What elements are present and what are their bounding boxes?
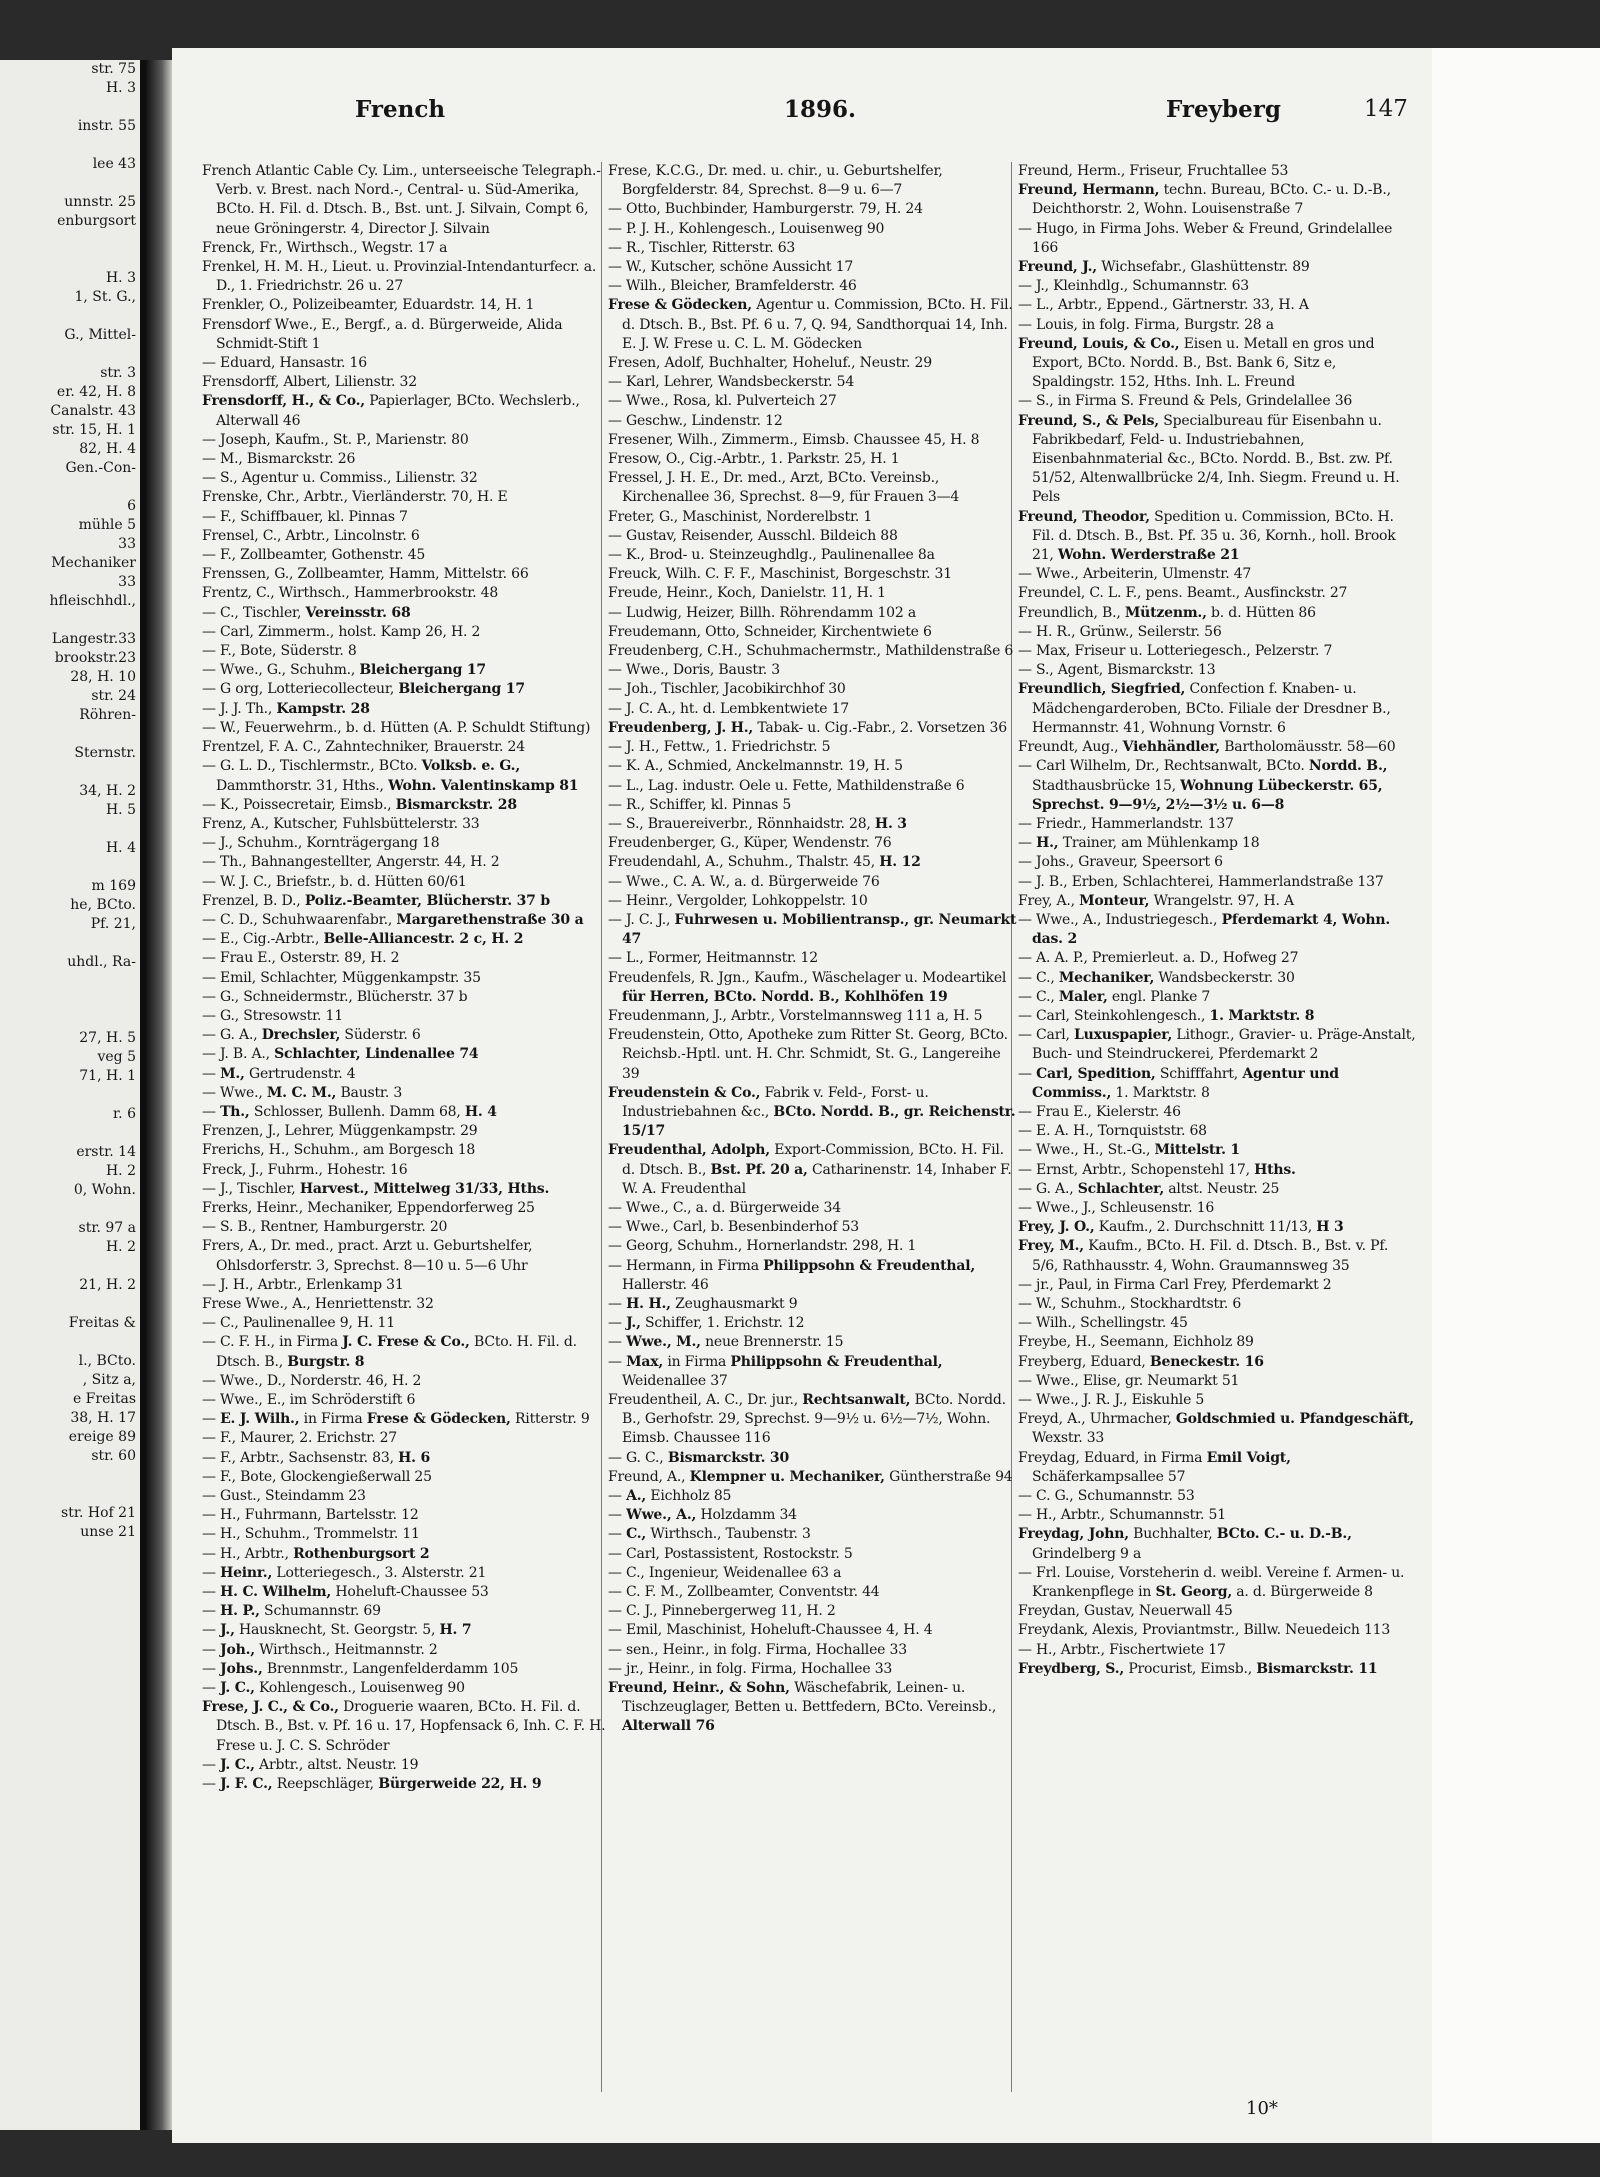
directory-entry: Freudemann, Otto, Schneider, Kirchentwiete 6 xyxy=(608,623,932,640)
fragment-line: 28, H. 10 xyxy=(70,669,136,685)
directory-entry: — S. B., Rentner, Hamburgerstr. 20 xyxy=(202,1219,448,1236)
directory-entry: — Johs., Graveur, Speersort 6 xyxy=(1018,854,1223,871)
directory-entry: — J. H., Fettw., 1. Friedrichstr. 5 xyxy=(608,739,831,756)
directory-entry: — J. J. Th., Kampstr. 28 xyxy=(202,700,370,717)
directory-entry: — Joh., Wirthsch., Heitmannstr. 2 xyxy=(202,1641,438,1658)
directory-entry: Frese, K.C.G., Dr. med. u. chir., u. Geburtshelfer, Borgfelderstr. 84, Sprechst. 8—9 u. 6—7 xyxy=(608,163,943,199)
directory-entry: — Wilh., Schellingstr. 45 xyxy=(1018,1315,1188,1332)
directory-entry: — Joseph, Kaufm., St. P., Marienstr. 80 xyxy=(202,431,469,448)
directory-entry: — Carl, Luxuspapier, Lithogr., Gravier- u. Präge-Anstalt, Buch- und Steindruckerei, Pferdemarkt 2 xyxy=(1018,1027,1416,1063)
fragment-line xyxy=(0,820,140,839)
directory-entry: — Friedr., Hammerlandstr. 137 xyxy=(1018,815,1234,832)
fragment-line xyxy=(0,1295,140,1314)
directory-entry: Freude, Heinr., Koch, Danielstr. 11, H. 1 xyxy=(608,585,886,602)
directory-entry: — L., Lag. industr. Oele u. Fette, Mathildenstraße 6 xyxy=(608,777,965,794)
directory-entry: — J. B., Erben, Schlachterei, Hammerlandstraße 137 xyxy=(1018,873,1384,890)
directory-entry: — H., Arbtr., Fischertwiete 17 xyxy=(1018,1641,1226,1658)
directory-entry: — Ludwig, Heizer, Billh. Röhrendamm 102 a xyxy=(608,604,916,621)
directory-entry: Frerks, Heinr., Mechaniker, Eppendorferweg 25 xyxy=(202,1199,535,1216)
directory-entry: Frentzel, F. A. C., Zahntechniker, Brauerstr. 24 xyxy=(202,739,525,756)
fragment-line: r. 6 xyxy=(113,1106,136,1122)
fragment-line xyxy=(0,972,140,991)
directory-entry: — Wwe., A., Holzdamm 34 xyxy=(608,1507,797,1524)
directory-entry: — H. R., Grünw., Seilerstr. 56 xyxy=(1018,623,1222,640)
fragment-line xyxy=(0,858,140,877)
directory-entry: — Joh., Tischler, Jacobikirchhof 30 xyxy=(608,681,846,698)
fragment-line xyxy=(0,725,140,744)
directory-entry: Freund, Heinr., & Sohn, Wäschefabrik, Leinen- u. Tischzeuglager, Betten u. Bettfedern, BCto. Vereinsb., Alterwall 76 xyxy=(608,1680,997,1735)
directory-entry: — W., Schuhm., Stockhardtstr. 6 xyxy=(1018,1295,1242,1312)
fragment-line: Freitas & xyxy=(68,1315,136,1331)
directory-entry: — C., Wirthsch., Taubenstr. 3 xyxy=(608,1526,811,1543)
fragment-line: str. 60 xyxy=(91,1448,136,1464)
directory-entry: Freydank, Alexis, Proviantmstr., Billw. Neuedeich 113 xyxy=(1018,1622,1391,1639)
directory-entry: — Wwe., A., Industriegesch., Pferdemarkt 4, Wohn. das. 2 xyxy=(1018,911,1391,948)
fragment-line: H. 4 xyxy=(105,840,136,856)
fragment-line: e Freitas xyxy=(72,1391,136,1407)
directory-entry: — Wwe., Carl, b. Besenbinderhof 53 xyxy=(608,1219,859,1236)
directory-entry: — Hugo, in Firma Johs. Weber & Freund, Grindelallee 166 xyxy=(1018,220,1393,256)
directory-entry: Freundlich, Siegfried, Confection f. Knaben- u. Mädchengarderoben, BCto. Filiale der Dresdner B., Hermannstr. 41, Wohnung Vornstr. 6 xyxy=(1018,681,1391,736)
fragment-line: 1, St. G., xyxy=(74,289,136,305)
directory-entry: — H. H., Zeughausmarkt 9 xyxy=(608,1295,798,1312)
directory-entry: — E. J. Wilh., in Firma Frese & Gödecken, Ritterstr. 9 xyxy=(202,1411,590,1428)
fragment-line: str. 3 xyxy=(100,365,136,381)
directory-entry: — Gust., Steindamm 23 xyxy=(202,1488,366,1505)
directory-entry: Fresener, Wilh., Zimmerm., Eimsb. Chaussee 45, H. 8 xyxy=(608,431,980,448)
directory-entry: — Wwe., J. R. J., Eiskuhle 5 xyxy=(1018,1392,1205,1408)
fragment-line: Langestr.33 xyxy=(51,631,136,647)
directory-entry: — S., Brauereiverbr., Rönnhaidstr. 28, H. 3 xyxy=(608,815,907,832)
directory-entry: — L., Arbtr., Eppend., Gärtnerstr. 33, H. A xyxy=(1018,297,1309,314)
fragment-line xyxy=(0,231,140,250)
directory-entry: Freudenstein, Otto, Apotheke zum Ritter St. Georg, BCto. Reichsb.-Hptl. unt. H. Chr. Schmidt, St. G., Langereihe 39 xyxy=(608,1027,1008,1082)
running-head-year: 1896. xyxy=(784,96,857,123)
signature-mark: 10* xyxy=(1246,2098,1278,2119)
directory-entry: Freudentheil, A. C., Dr. jur., Rechtsanwalt, BCto. Nordd. B., Gerhofstr. 29, Sprechst. 9—9½ u. 6½—7½, Wohn. Eimsb. Chaussee 116 xyxy=(608,1392,1006,1447)
fragment-line: Gen.-Con- xyxy=(65,460,136,476)
fragment-line: Sternstr. xyxy=(74,745,136,761)
directory-entry: Freundel, C. L. F., pens. Beamt., Ausfinckstr. 27 xyxy=(1018,585,1348,602)
directory-entry: — F., Maurer, 2. Erichstr. 27 xyxy=(202,1430,397,1447)
fragment-line: 33 xyxy=(118,574,136,590)
directory-entry: Frenck, Fr., Wirthsch., Wegstr. 17 a xyxy=(202,239,448,256)
directory-entry: — Hermann, in Firma Philippsohn & Freudenthal, Hallerstr. 46 xyxy=(608,1257,976,1293)
fragment-line xyxy=(0,611,140,630)
directory-entry: — Wwe., H., St.-G., Mittelstr. 1 xyxy=(1018,1142,1240,1159)
fragment-line xyxy=(0,1485,140,1504)
directory-entry: Frenz, A., Kutscher, Fuhlsbüttelerstr. 33 xyxy=(202,815,480,832)
fragment-line: mühle 5 xyxy=(78,517,136,533)
directory-entry: — L., Former, Heitmannstr. 12 xyxy=(608,950,818,967)
fragment-line xyxy=(0,345,140,364)
directory-entry: — Wwe., Rosa, kl. Pulverteich 27 xyxy=(608,393,837,410)
fragment-line xyxy=(0,1124,140,1143)
fragment-line xyxy=(0,934,140,953)
directory-entry: — Johs., Brennmstr., Langenfelderdamm 105 xyxy=(202,1660,519,1677)
directory-entry: — Th., Schlosser, Bullenh. Damm 68, H. 4 xyxy=(202,1103,497,1120)
directory-entry: — G. C., Bismarckstr. 30 xyxy=(608,1449,790,1466)
directory-entry: Frensel, C., Arbtr., Lincolnstr. 6 xyxy=(202,527,420,544)
directory-entry: — F., Arbtr., Sachsenstr. 83, H. 6 xyxy=(202,1449,431,1466)
directory-entry: — F., Schiffbauer, kl. Pinnas 7 xyxy=(202,508,408,525)
directory-column-1 xyxy=(202,162,612,1794)
directory-entry: — Emil, Maschinist, Hoheluft-Chaussee 4, H. 4 xyxy=(608,1622,933,1639)
directory-entry: — jr., Heinr., in folg. Firma, Hochallee 33 xyxy=(608,1660,893,1677)
directory-entry: — Emil, Schlachter, Müggenkampstr. 35 xyxy=(202,969,481,986)
directory-entry: — H. P., Schumannstr. 69 xyxy=(202,1603,381,1620)
fragment-line: str. 75 xyxy=(91,61,136,77)
directory-entry: Frese & Gödecken, Agentur u. Commission, BCto. H. Fil. d. Dtsch. B., Bst. Pf. 6 u. 7, Q. 94, Sandthorquai 14, Inh. E. J. W. Frese u. C. L. M. Gödecken xyxy=(608,297,1013,352)
directory-entry: — K., Brod- u. Steinzeughdlg., Paulinenallee 8a xyxy=(608,547,935,564)
directory-entry: — Max, in Firma Philippsohn & Freudenthal, Weidenallee 37 xyxy=(608,1353,943,1389)
fragment-line: l., BCto. xyxy=(78,1353,136,1369)
directory-entry: — A., Eichholz 85 xyxy=(608,1488,732,1505)
directory-entry: — Wwe., M., neue Brennerstr. 15 xyxy=(608,1334,844,1351)
directory-entry: — Carl, Spedition, Schifffahrt, Agentur und Commiss., 1. Marktstr. 8 xyxy=(1018,1065,1339,1101)
directory-entry: — F., Bote, Süderstr. 8 xyxy=(202,643,357,660)
fragment-line: 33 xyxy=(118,536,136,552)
directory-entry: — G org, Lotteriecollecteur, Bleichergang 17 xyxy=(202,681,525,698)
directory-entry: — Wwe., E., im Schröderstift 6 xyxy=(202,1392,416,1408)
directory-entry: — Heinr., Lotteriegesch., 3. Alsterstr. 21 xyxy=(202,1564,487,1581)
directory-entry: — E., Cig.-Arbtr., Belle-Alliancestr. 2 c, H. 2 xyxy=(202,931,524,948)
directory-entry: — Heinr., Vergolder, Lohkoppelstr. 10 xyxy=(608,892,868,909)
directory-entry: — E. A. H., Tornquiststr. 68 xyxy=(1018,1123,1207,1140)
directory-entry: — C., Paulinenallee 9, H. 11 xyxy=(202,1315,395,1332)
directory-entry: — C., Mechaniker, Wandsbeckerstr. 30 xyxy=(1018,969,1295,986)
directory-entry: Frenssen, G., Zollbeamter, Hamm, Mittelstr. 66 xyxy=(202,566,529,583)
fragment-line xyxy=(0,1466,140,1485)
directory-entry: Freter, G., Maschinist, Norderelbstr. 1 xyxy=(608,508,873,525)
fragment-line xyxy=(0,1086,140,1105)
directory-entry: — Louis, in folg. Firma, Burgstr. 28 a xyxy=(1018,316,1274,333)
directory-entry: — Wilh., Bleicher, Bramfelderstr. 46 xyxy=(608,278,857,295)
directory-entry: Freydberg, S., Procurist, Eimsb., Bismarckstr. 11 xyxy=(1018,1660,1378,1677)
directory-entry: Freybe, H., Seemann, Eichholz 89 xyxy=(1018,1334,1254,1351)
directory-entry: Frensdorff, H., & Co., Papierlager, BCto. Wechslerb., Alterwall 46 xyxy=(202,393,580,429)
directory-entry: — J. C., Kohlengesch., Louisenweg 90 xyxy=(202,1680,465,1697)
directory-entry: — S., Agent, Bismarckstr. 13 xyxy=(1018,662,1216,679)
directory-entry: Freck, J., Fuhrm., Hohestr. 16 xyxy=(202,1161,408,1178)
running-head-right: Freyberg xyxy=(1166,96,1281,123)
fragment-line: Canalstr. 43 xyxy=(50,403,136,419)
fragment-line xyxy=(0,136,140,155)
fragment-line: H. 3 xyxy=(105,270,136,286)
directory-entry: — G., Schneidermstr., Blücherstr. 37 b xyxy=(202,988,468,1005)
directory-entry: — S., Agentur u. Commiss., Lilienstr. 32 xyxy=(202,470,478,487)
fragment-line: instr. 55 xyxy=(77,118,136,134)
fragment-line xyxy=(0,763,140,782)
fragment-line xyxy=(0,1010,140,1029)
directory-entry: — Gustav, Reisender, Ausschl. Bildeich 88 xyxy=(608,527,898,544)
fragment-line: lee 43 xyxy=(92,156,136,172)
fragment-line: Mechaniker xyxy=(51,555,136,571)
directory-entry: — C. F. M., Zollbeamter, Conventstr. 44 xyxy=(608,1584,880,1601)
fragment-line xyxy=(0,174,140,193)
directory-entry: Frenske, Chr., Arbtr., Vierländerstr. 70, H. E xyxy=(202,489,508,506)
fragment-line: H. 2 xyxy=(105,1163,136,1179)
directory-entry: Frentz, C., Wirthsch., Hammerbrookstr. 48 xyxy=(202,585,499,602)
directory-entry: — R., Schiffer, kl. Pinnas 5 xyxy=(608,796,792,813)
fragment-line: brookstr.23 xyxy=(54,650,136,666)
page-margin xyxy=(1432,48,1600,2143)
directory-entry: Frenzel, B. D., Poliz.-Beamter, Blücherstr. 37 b xyxy=(202,892,550,909)
fragment-line xyxy=(0,98,140,117)
directory-entry: — J. C. A., ht. d. Lembkentwiete 17 xyxy=(608,700,850,717)
directory-entry: — Wwe., M. C. M., Baustr. 3 xyxy=(202,1084,403,1101)
directory-entry: — H., Trainer, am Mühlenkamp 18 xyxy=(1018,835,1260,852)
fragment-line: 71, H. 1 xyxy=(79,1068,136,1084)
directory-entry: — J., Hausknecht, St. Georgstr. 5, H. 7 xyxy=(202,1622,472,1639)
directory-entry: Frese Wwe., A., Henriettenstr. 32 xyxy=(202,1295,434,1312)
fragment-line: H. 2 xyxy=(105,1239,136,1255)
directory-entry: — W., Kutscher, schöne Aussicht 17 xyxy=(608,259,854,276)
directory-entry: Frey, A., Monteur, Wrangelstr. 97, H. A xyxy=(1018,892,1294,909)
fragment-line: m 169 xyxy=(91,878,136,894)
directory-entry: — J., Schiffer, 1. Erichstr. 12 xyxy=(608,1315,805,1332)
directory-entry: Freudenberger, G., Küper, Wendenstr. 76 xyxy=(608,835,892,852)
directory-entry: — J. C., Arbtr., altst. Neustr. 19 xyxy=(202,1756,419,1773)
fragment-line: str. 97 a xyxy=(78,1220,136,1236)
directory-entry: Freund, Theodor, Spedition u. Commission, BCto. H. Fil. d. Dtsch. B., Bst. Pf. 35 u. 36, Kornh., holl. Brook 21, Wohn. Werderstraße 21 xyxy=(1018,508,1396,564)
directory-entry: — Th., Bahnangestellter, Angerstr. 44, H. 2 xyxy=(202,854,500,871)
fragment-line: 38, H. 17 xyxy=(70,1410,136,1426)
directory-entry: — Frau E., Kielerstr. 46 xyxy=(1018,1103,1181,1120)
directory-entry: — C. F. H., in Firma J. C. Frese & Co., BCto. H. Fil. d. Dtsch. B., Burgstr. 8 xyxy=(202,1334,577,1370)
fragment-line xyxy=(0,991,140,1010)
directory-entry: — Wwe., J., Schleusenstr. 16 xyxy=(1018,1199,1215,1216)
directory-entry: Freund, Louis, & Co., Eisen u. Metall en gros und Export, BCto. Nordd. B., Bst. Bank 6, Sitz e, Spaldingstr. 152, Hths. Inh. L. Freund xyxy=(1018,335,1375,391)
fragment-line: 6 xyxy=(127,498,136,514)
directory-entry: — Carl, Zimmerm., holst. Kamp 26, H. 2 xyxy=(202,623,481,640)
directory-entry: French Atlantic Cable Cy. Lim., unterseeische Telegraph.-Verb. v. Brest. nach Nord.-, Central- u. Süd-Amerika, BCto. H. Fil. d. Dtsch. B., Bst. unt. J. Silvain, Compt 6, neue Gröningerstr. 4, Director J. Silvain xyxy=(202,163,601,237)
directory-entry: — Carl Wilhelm, Dr., Rechtsanwalt, BCto. Nordd. B., Stadthausbrücke 15, Wohnung Lübeckerstr. 65, Sprechst. 9—9½, 2½—3½ u. 6—8 xyxy=(1018,758,1388,813)
fragment-line: H. 5 xyxy=(105,802,136,818)
directory-entry: — M., Bismarckstr. 26 xyxy=(202,451,356,468)
fragment-line: , Sitz a, xyxy=(82,1372,136,1388)
directory-entry: Freudendahl, A., Schuhm., Thalstr. 45, H. 12 xyxy=(608,854,921,871)
directory-entry: Freyd, A., Uhrmacher, Goldschmied u. Pfandgeschäft, Wexstr. 33 xyxy=(1018,1411,1414,1447)
fragment-line xyxy=(0,1200,140,1219)
directory-entry: Freudenmann, J., Arbtr., Vorstelmannsweg 111 a, H. 5 xyxy=(608,1007,983,1024)
directory-entry: Freund, J., Wichsefabr., Glashüttenstr. 89 xyxy=(1018,259,1310,276)
directory-entry: Freudenstein & Co., Fabrik v. Feld-, Forst- u. Industriebahnen &c., BCto. Nordd. B., gr. Reichenstr. 15/17 xyxy=(608,1084,1016,1140)
directory-entry: — C. J., Pinnebergerweg 11, H. 2 xyxy=(608,1603,836,1620)
directory-entry: Freundlich, B., Mützenm., b. d. Hütten 86 xyxy=(1018,604,1316,621)
directory-entry: Freundt, Aug., Viehhändler, Bartholomäusstr. 58—60 xyxy=(1018,739,1396,756)
directory-entry: — A. A. P., Premierleut. a. D., Hofweg 27 xyxy=(1018,950,1299,967)
directory-entry: Frenzen, J., Lehrer, Müggenkampstr. 29 xyxy=(202,1123,478,1140)
fragment-line: enburgsort xyxy=(57,213,136,229)
directory-entry: — F., Zollbeamter, Gothenstr. 45 xyxy=(202,547,426,564)
fragment-line: uhdl., Ra- xyxy=(67,954,136,970)
directory-entry: — J., Kleinhdlg., Schumannstr. 63 xyxy=(1018,278,1250,295)
page-number: 147 xyxy=(1364,96,1408,122)
directory-entry: — G. A., Schlachter, altst. Neustr. 25 xyxy=(1018,1180,1280,1197)
fragment-line xyxy=(0,1257,140,1276)
book-gutter xyxy=(146,60,172,2130)
fragment-line: ereige 89 xyxy=(68,1429,136,1445)
directory-entry: — J. F. C., Reepschläger, Bürgerweide 22, H. 9 xyxy=(202,1776,542,1793)
directory-entry: Freydan, Gustav, Neuerwall 45 xyxy=(1018,1603,1233,1620)
fragment-line xyxy=(0,1333,140,1352)
directory-entry: Freudenfels, R. Jgn., Kaufm., Wäschelager u. Modeartikel für Herren, BCto. Nordd. B., Kohlhöfen 19 xyxy=(608,969,1007,1005)
fragment-line: he, BCto. xyxy=(70,897,136,913)
directory-entry: Freydag, Eduard, in Firma Emil Voigt, Schäferkampsallee 57 xyxy=(1018,1449,1291,1485)
directory-entry: Frey, J. O., Kaufm., 2. Durchschnitt 11/13, H 3 xyxy=(1018,1219,1344,1236)
directory-entry: — W. J. C., Briefstr., b. d. Hütten 60/61 xyxy=(202,873,467,890)
directory-entry: — Wwe., Arbeiterin, Ulmenstr. 47 xyxy=(1018,566,1252,583)
directory-entry: Freudenberg, C.H., Schuhmachermstr., Mathildenstraße 6 xyxy=(608,643,1014,660)
fragment-line: unnstr. 25 xyxy=(64,194,136,210)
fragment-line: erstr. 14 xyxy=(76,1144,136,1160)
directory-entry: Freuck, Wilh. C. F. F., Maschinist, Borgeschstr. 31 xyxy=(608,566,952,583)
directory-entry: — Wwe., C., a. d. Bürgerweide 34 xyxy=(608,1199,841,1216)
directory-entry: — F., Bote, Glockengießerwall 25 xyxy=(202,1468,432,1485)
fragment-line: G., Mittel- xyxy=(64,327,136,343)
directory-entry: — Frl. Louise, Vorsteherin d. weibl. Vereine f. Armen- u. Krankenpflege in St. Georg, a. d. Bürgerweide 8 xyxy=(1018,1564,1405,1601)
running-head-left: French xyxy=(355,96,446,123)
fragment-line: str. 15, H. 1 xyxy=(52,422,136,438)
directory-entry: — H., Arbtr., Rothenburgsort 2 xyxy=(202,1545,430,1562)
directory-entry: Frensdorf Wwe., E., Bergf., a. d. Bürgerweide, Alida Schmidt-Stift 1 xyxy=(202,316,563,352)
fragment-line: 21, H. 2 xyxy=(79,1277,136,1293)
directory-entry: — W., Feuerwehrm., b. d. Hütten (A. P. Schuldt Stiftung) xyxy=(202,719,591,736)
directory-entry: — C., Tischler, Vereinsstr. 68 xyxy=(202,604,411,621)
directory-entry: — Ernst, Arbtr., Schopenstehl 17, Hths. xyxy=(1018,1161,1296,1178)
directory-entry: — M., Gertrudenstr. 4 xyxy=(202,1065,356,1082)
fragment-line: Röhren- xyxy=(79,707,136,723)
directory-entry: Freund, S., & Pels, Specialbureau für Eisenbahn u. Fabrikbedarf, Feld- u. Industriebahnen, Eisenbahnmaterial &c., BCto. Nordd. B., Bst. zw. Pf. 51/52, Altenwallbrücke 2/4, Inh. Siegm. Freund u. H. Pels xyxy=(1018,412,1400,506)
directory-entry: — P. J. H., Kohlengesch., Louisenweg 90 xyxy=(608,220,885,237)
fragment-line: 82, H. 4 xyxy=(79,441,136,457)
directory-entry: — Frau E., Osterstr. 89, H. 2 xyxy=(202,950,400,967)
fragment-line: Pf. 21, xyxy=(90,916,136,932)
directory-entry: — J. H., Arbtr., Erlenkamp 31 xyxy=(202,1276,404,1293)
directory-entry: — Wwe., Elise, gr. Neumarkt 51 xyxy=(1018,1372,1240,1389)
directory-entry: — Karl, Lehrer, Wandsbeckerstr. 54 xyxy=(608,374,855,391)
directory-entry: — G., Stresowstr. 11 xyxy=(202,1007,343,1024)
directory-entry: Frensdorff, Albert, Lilienstr. 32 xyxy=(202,374,417,391)
fragment-line: er. 42, H. 8 xyxy=(56,384,136,400)
directory-entry: — C., Ingenieur, Weidenallee 63 a xyxy=(608,1564,842,1581)
directory-column-2 xyxy=(608,162,1018,1737)
directory-entry: — G. A., Drechsler, Süderstr. 6 xyxy=(202,1027,421,1044)
previous-page-fragment xyxy=(0,60,146,2130)
directory-entry: — H., Schuhm., Trommelstr. 11 xyxy=(202,1526,420,1543)
directory-entry: — H., Fuhrmann, Bartelsstr. 12 xyxy=(202,1507,419,1524)
directory-entry: — Eduard, Hansastr. 16 xyxy=(202,355,367,372)
directory-entry: Frese, J. C., & Co., Droguerie waaren, BCto. H. Fil. d. Dtsch. B., Bst. v. Pf. 16 u. 17, Hopfensack 6, Inh. C. F. H. Frese u. J. C. S. Schröder xyxy=(202,1699,606,1754)
directory-entry: Fresen, Adolf, Buchhalter, Hoheluf., Neustr. 29 xyxy=(608,355,932,372)
directory-entry: — S., in Firma S. Freund & Pels, Grindelallee 36 xyxy=(1018,393,1353,410)
directory-entry: Freund, Herm., Friseur, Fruchtallee 53 xyxy=(1018,163,1289,179)
directory-entry: — G. L. D., Tischlermstr., BCto. Volksb. e. G., Dammthorstr. 31, Hths., Wohn. Valentinskamp 81 xyxy=(202,758,579,794)
directory-entry: — J., Schuhm., Kornträgergang 18 xyxy=(202,835,440,852)
directory-entry: — K., Poissecretair, Eimsb., Bismarckstr. 28 xyxy=(202,796,517,813)
fragment-line: 34, H. 2 xyxy=(79,783,136,799)
directory-entry: Freudenberg, J. H., Tabak- u. Cig.-Fabr., 2. Vorsetzen 36 xyxy=(608,719,1007,736)
directory-entry: Freydag, John, Buchhalter, BCto. C.- u. D.-B., Grindelberg 9 a xyxy=(1018,1526,1352,1562)
fragment-line: str. 24 xyxy=(91,688,136,704)
fragment-line: 27, H. 5 xyxy=(79,1030,136,1046)
directory-entry: Freyberg, Eduard, Beneckestr. 16 xyxy=(1018,1353,1264,1370)
fragment-line: hfleischhdl., xyxy=(49,593,136,609)
directory-column-3 xyxy=(1018,162,1418,1679)
directory-entry: Frerichs, H., Schuhm., am Borgesch 18 xyxy=(202,1142,476,1159)
directory-entry: — K. A., Schmied, Anckelmannstr. 19, H. 5 xyxy=(608,758,903,775)
directory-entry: Frey, M., Kaufm., BCto. H. Fil. d. Dtsch. B., Bst. v. Pf. 5/6, Rathhausstr. 4, Wohn. Graumannsweg 35 xyxy=(1018,1238,1389,1274)
directory-entry: — Geschw., Lindenstr. 12 xyxy=(608,412,783,429)
directory-entry: Freudenthal, Adolph, Export-Commission, BCto. H. Fil. d. Dtsch. B., Bst. Pf. 20 a, Catharinenstr. 14, Inhaber F. W. A. Freudenthal xyxy=(608,1142,1012,1197)
fragment-line xyxy=(0,478,140,497)
fragment-line: unse 21 xyxy=(80,1524,136,1540)
directory-entry: — C. G., Schumannstr. 53 xyxy=(1018,1488,1195,1505)
fragment-line xyxy=(0,250,140,269)
fragment-line: str. Hof 21 xyxy=(61,1505,136,1521)
directory-entry: — Carl, Steinkohlengesch., 1. Marktstr. 8 xyxy=(1018,1007,1315,1024)
directory-entry: Frenkler, O., Polizeibeamter, Eduardstr. 14, H. 1 xyxy=(202,297,535,314)
directory-entry: — Wwe., G., Schuhm., Bleichergang 17 xyxy=(202,662,486,679)
fragment-line: veg 5 xyxy=(97,1049,136,1065)
directory-entry: — Georg, Schuhm., Hornerlandstr. 298, H. 1 xyxy=(608,1238,917,1255)
directory-entry: — J. B. A., Schlachter, Lindenallee 74 xyxy=(202,1046,479,1063)
directory-entry: Fresow, O., Cig.-Arbtr., 1. Parkstr. 25, H. 1 xyxy=(608,451,900,468)
directory-entry: — R., Tischler, Ritterstr. 63 xyxy=(608,239,796,256)
directory-entry: — H., Arbtr., Schumannstr. 51 xyxy=(1018,1507,1226,1524)
directory-entry: — Wwe., D., Norderstr. 46, H. 2 xyxy=(202,1372,422,1389)
directory-entry: Freund, Hermann, techn. Bureau, BCto. C.- u. D.-B., Deichthorstr. 2, Wohn. Louisenstraße 7 xyxy=(1018,182,1391,218)
directory-entry: — H. C. Wilhelm, Hoheluft-Chaussee 53 xyxy=(202,1584,489,1601)
directory-entry: — Carl, Postassistent, Rostockstr. 5 xyxy=(608,1545,853,1562)
directory-entry: — jr., Paul, in Firma Carl Frey, Pferdemarkt 2 xyxy=(1018,1276,1332,1293)
directory-entry: — Otto, Buchbinder, Hamburgerstr. 79, H. 24 xyxy=(608,201,923,218)
fragment-line: 0, Wohn. xyxy=(73,1182,136,1198)
directory-entry: Fressel, J. H. E., Dr. med., Arzt, BCto. Vereinsb., Kirchenallee 36, Sprechst. 8—9, für Frauen 3—4 xyxy=(608,470,960,506)
directory-entry: — J. C. J., Fuhrwesen u. Mobilientransp., gr. Neumarkt 47 xyxy=(608,911,1017,948)
directory-entry: — C. D., Schuhwaarenfabr., Margarethenstraße 30 a xyxy=(202,911,584,928)
directory-entry: — J., Tischler, Harvest., Mittelweg 31/33, Hths. xyxy=(202,1180,550,1197)
directory-entry: — Wwe., Doris, Baustr. 3 xyxy=(608,662,780,679)
directory-entry: — sen., Heinr., in folg. Firma, Hochallee 33 xyxy=(608,1641,907,1658)
directory-entry: Frers, A., Dr. med., pract. Arzt u. Geburtshelfer, Ohlsdorferstr. 3, Sprechst. 8—10 u. 5—6 Uhr xyxy=(202,1238,533,1274)
directory-entry: — Wwe., C. A. W., a. d. Bürgerweide 76 xyxy=(608,873,880,890)
directory-entry: — C., Maler, engl. Planke 7 xyxy=(1018,988,1211,1005)
directory-entry: — Max, Friseur u. Lotteriegesch., Pelzerstr. 7 xyxy=(1018,643,1333,660)
directory-entry: Frenkel, H. M. H., Lieut. u. Provinzial-Intendanturfecr. a. D., 1. Friedrichstr. 26 u. 27 xyxy=(202,259,597,295)
fragment-line: H. 3 xyxy=(105,80,136,96)
directory-entry: Freund, A., Klempner u. Mechaniker, Güntherstraße 94 xyxy=(608,1468,1013,1485)
fragment-line xyxy=(0,307,140,326)
